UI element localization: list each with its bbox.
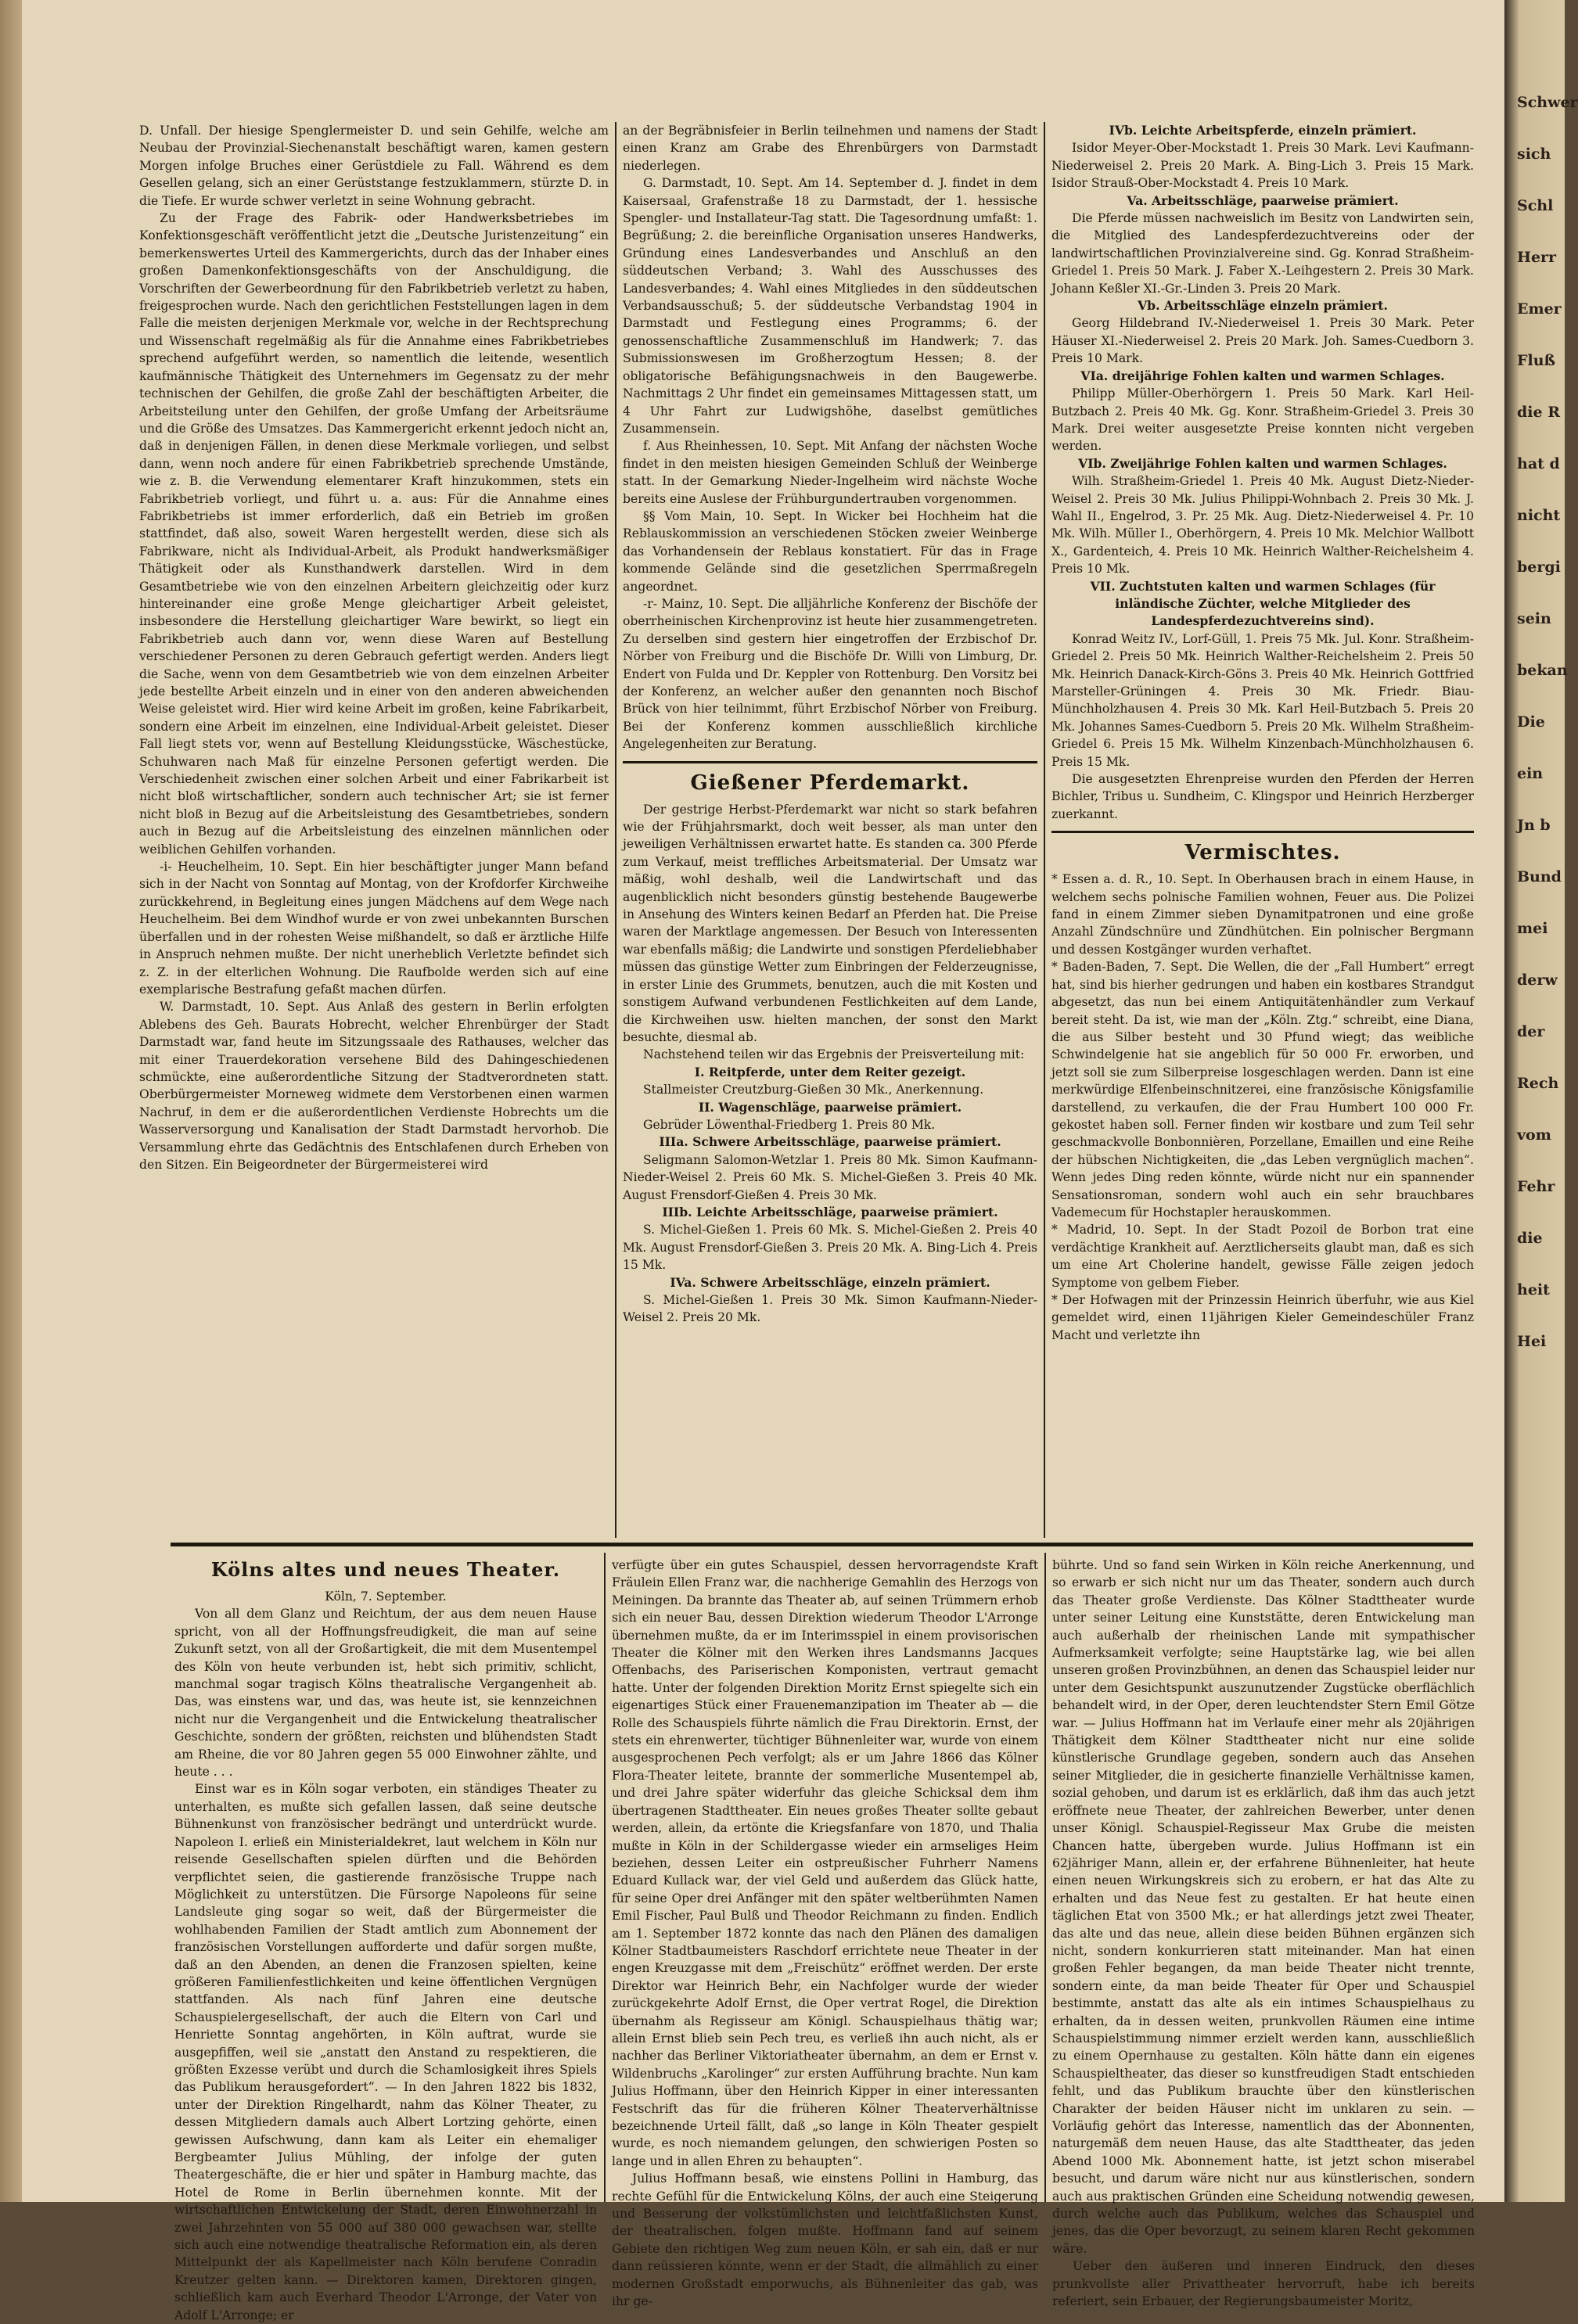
adjacent-page-text-fragment: vom (1517, 1126, 1551, 1144)
prize-category: II. Wagenschläge, paarweise prämiert. (698, 1099, 962, 1115)
adjacent-page-text-fragment: die R (1517, 404, 1560, 421)
pferdemarkt-intro: Der gestrige Herbst-Pferdemarkt war nicht so stark befahren wie der Frühjahrsmarkt, doch weit besser, als man unter den jeweiligen Verhältnissen erwartet hatte. Es standen ca. 300 Pferde zum Verkauf, meist treffliches Arbeitsmaterial. Der Umsatz war mäßig, wohl deshalb, weil die Landwirtschaft und das augenblicklich nicht besonders günstig bestehende Baugewerbe in Ansehung des Winters keinen Bedarf an Pferden hat. Die Preise waren der Marktlage angemessen. Der Besuch von Interessenten war ebenfalls mäßig; die Landwirte und sonstigen Pferdeliebhaber müssen das günstige Wetter zum Einbringen der Felderzeugnisse, in erster Linie des Grummets, benutzen, auch die mit Kosten und sonstigem Aufwand verbundenen Festlichkeiten auf dem Lande, die Kirchweihen usw. hielten manchen, der sonst den Markt besuchte, diesmal ab. (623, 802, 1037, 1044)
column-divider (604, 1553, 606, 2202)
prize-winners: Stallmeister Creutzburg-Gießen 30 Mk., Anerkennung. (643, 1083, 984, 1097)
article-darmstadt-hobrecht: W. Darmstadt, 10. Sept. Aus Anlaß des gestern in Berlin erfolgten Ablebens des Geh. Baurats Hobrecht, welcher Ehrenbürger der Stadt Darmstadt war, fand heute im Sitzungssaale des Rathauses, welcher das mit einer Trauerdekoration versehene Bild des Dahingeschiedenen schmückte, eine außerordentliche Sitzung der Stadtverordneten statt. Oberbürgermeister Morneweg widmete dem Verstorbenen einen warmen Nachruf, in dem er die außerordentlichen Verdienste Hobrechts um die Wasserversorgung und Kanalisation der Stadt Darmstadt hervorhob. Die Versammlung ehrte das Gedächtnis des Entschlafenen durch Erheben von den Sitzen. Ein Beigeordneter der Bürgermeisterei wird (139, 1000, 609, 1172)
adjacent-page-text-fragment: Schwer (1517, 94, 1578, 111)
prize-category: IIIa. Schwere Arbeitsschläge, paarweise prämiert. (659, 1134, 1001, 1150)
prize-list (623, 1064, 1037, 1327)
column-top-middle (623, 122, 1037, 1534)
column-divider (1044, 1553, 1046, 2202)
prize-category: I. Reitpferde, unter dem Reiter gezeigt. (694, 1064, 966, 1079)
theater-dateline: Köln, 7. September. (325, 1589, 447, 1604)
prize-winners: S. Michel-Gießen 1. Preis 60 Mk. S. Michel-Gießen 2. Preis 40 Mk. August Frensdorf-Gießen 3. Preis 20 Mk. A. Bing-Lich 4. Preis 15 Mk. (623, 1223, 1037, 1273)
adjacent-page-text-fragment: mei (1517, 920, 1548, 937)
adjacent-page-text-fragment: Schl (1517, 197, 1554, 214)
article-begraebnis: an der Begräbnisfeier in Berlin teilnehmen und namens der Stadt einen Kranz am Grabe des Ehrenbürgers von Darmstadt niederlegen. (623, 124, 1037, 173)
theater-paragraph: Einst war es in Köln sogar verboten, ein ständiges Theater zu unterhalten, es mußte sich gefallen lassen, daß seine deutsche Bühnenkunst von französischer bedrängt und unterdrückt wurde. Napoleon I. erließ ein Ministerialdekret, laut welchem in Köln nur reisende Gesellschaften spielen dürften und die Behörden verpflichtet seien, die gastierende französische Truppe nach Möglichkeit zu unterstützen. Die Fürsorge Napoleons für seine Landsleute ging sogar so weit, daß der Bürgermeister die wohlhabenden Familien der Stadt amtlich zum Abonnement der französischen Vorstellungen aufforderte und dafür sorgen mußte, daß an den Abenden, an denen die Franzosen spielten, keine größeren Familienfestlichkeiten und keine öffentlichen Vergnügen stattfanden. Als nach fünf Jahren eine deutsche Schauspielergesellschaft, der auch die Eltern von Carl und Henriette Sonntag angehörten, in Köln auftrat, wurde sie ausgepfiffen, weil sie „anstatt den Anstand zu respektieren, die größten Exzesse verübt und durch die Schamlosigkeit ihres Spiels das Publikum herausgefordert“. — In den Jahren 1822 bis 1832, unter der Direktion Ringelhardt, nahm das Kölner Theater, zu dessen Mitgliedern damals auch Albert Lortzing gehörte, einen gewissen Aufschwung, dann kam als Leiter ein ehemaliger Bergbeamter Julius Mühling, der infolge der guten Theatergeschäfte, die er hier und später in Hamburg machte, das Hotel de Rome in Berlin übernehmen konnte. Mit der wirtschaftlichen Entwickelung der Stadt, deren Einwohnerzahl in zwei Jahrzehnten von 55 000 auf 380 000 gewachsen war, stellte sich auch eine notwendige theatralische Reformation ein, als deren Mittelpunkt der als Kapellmeister nach Köln berufene Conradin Kreutzer gelten kann. — Direktoren kamen, Direktoren gingen, schließlich kam auch Everhard Theodor L'Arronge, der Vater von Adolf L'Arronge; er (174, 1782, 597, 2322)
prize-category: IVb. Leichte Arbeitspferde, einzeln prämiert. (1109, 123, 1417, 138)
theater-paragraph: bührte. Und so fand sein Wirken in Köln reiche Anerkennung, und so erwarb er sich nicht nur um das Theater, sondern auch durch das Theater große Verdienste. Das Kölner Stadttheater wurde unter seiner Leitung eine Kunststätte, deren Entwickelung man auch außerhalb der rheinischen Lande mit sympathischer Aufmerksamkeit verfolgte; seine Hauptstärke lag, wie bei allen unseren großen Provinzbühnen, an denen das Schauspiel leider nur unter dem Gesichtspunkt auszunutzender Zugstücke oberflächlich behandelt wird, in der Oper, deren leuchtendster Stern Emil Götze war. — Julius Hoffmann hat im Verlaufe einer mehr als 20jährigen Thätigkeit dem Kölner Stadttheater nicht nur eine solide künstlerische Grundlage gegeben, sondern auch das Ansehen seiner Mitglieder, die in gesicherte finanzielle Verhältnisse kamen, sozial gehoben, und darum ist es erklärlich, daß ihm das auch jetzt eröffnete neue Theater, der zahlreichen Bewerber, unter denen unser Königl. Schauspiel-Regisseur Max Grube die meisten Chancen hatte, übergeben wurde. Julius Hoffmann ist ein 62jähriger Mann, allein er, der erfahrene Bühnenleiter, hat heute einen neuen Wirkungskreis sich zu erobern, er hat das Alte zu erhalten und das Neue fest zu gestalten. Er hat heute einen täglichen Etat von 3500 Mk.; er hat allerdings jetzt zwei Theater, das alte und das neue, allein diese beiden Bühnen ergänzen sich nicht, sondern konkurrieren statt miteinander. Man hat einen großen Fehler begangen, da man beide Theater nicht trennte, sondern einte, da man beide Theater für Oper und Schauspiel bestimmte, anstatt das alte als ein intimes Schauspielhaus zu erhalten, da in dessen weiten, prunkvollen Räumen eine intime Schauspielstimmung nimmer erzielt werden kann, ausschließlich zu einem Opernhause zu gestalten. Köln hätte dann ein eigenes Schauspieltheater, das dieser so kunstfreudigen Stadt entschieden fehlt, und das Publikum brauchte über den künstlerischen Charakter der beiden Häuser nicht im unklaren zu sein. — Vorläufig gehört das Interesse, namentlich das der Abonnenten, naturgemäß dem neuen Hause, das alte Stadttheater, das jeden Abend 1000 Mk. Abonnement hatte, ist jetzt schon miserabel besucht, und darum wäre nicht nur aus künstlerischen, sondern auch aus praktischen Gründen eine Scheidung notwendig gewesen, durch welche auch das Publikum, welches das Schauspiel und jenes, das die Oper bevorzugt, zu seinem klaren Recht gekommen wäre. (1052, 1558, 1475, 2256)
prize-winners: S. Michel-Gießen 1. Preis 30 Mk. Simon Kaufmann-Nieder-Weisel 2. Preis 20 Mk. (623, 1293, 1037, 1325)
prize-winners: Georg Hildebrand IV.-Niederweisel 1. Preis 30 Mark. Peter Häuser XI.-Niederweisel 2. Preis 20 Mark. Joh. Sames-Cuedborn 3. Preis 10 Mark. (1051, 316, 1474, 366)
section-rule (1051, 831, 1474, 833)
prize-category: Va. Arbeitsschläge, paarweise prämiert. (1127, 192, 1399, 208)
adjacent-page-text-fragment: bergi (1517, 559, 1561, 576)
prize-category: VIb. Zweijährige Fohlen kalten und warmen Schlages. (1078, 455, 1447, 471)
section-rule (623, 761, 1037, 763)
prize-category: VII. Zuchtstuten kalten und warmen Schlages (für inländische Züchter, welche Mitglieder des Landespferdezuchtvereins sind). (1090, 578, 1436, 629)
adjacent-page-text-fragment: Herr (1517, 249, 1557, 266)
adjacent-page-text-fragment: Fluß (1517, 352, 1555, 369)
article-spengler-tag: G. Darmstadt, 10. Sept. Am 14. September d. J. findet in dem Kaisersaal, Grafenstraße 18 zu Darmstadt, der 1. hessische Spengler- und Installateur-Tag statt. Die Tagesordnung umfaßt: 1. Begrüßung; 2. die bereinfliche Organisation unseres Handwerks, Gründung eines Landesverbandes und Anschluß an den süddeutschen Verband; 3. Wahl des Ausschusses des Landesverbandes; 4. Wahl eines Mitgliedes in den süddeutschen Verbandsausschuß; 5. der süddeutsche Verbandstag 1904 in Darmstadt und Festlegung eines Programms; 6. der genossenschaftliche Zusammenschluß im Handwerk; 7. das Submissionswesen im Großherzogtum Hessen; 8. der obligatorische Befähigungsnachweis in den Baugewerbe. Nachmittags 2 Uhr findet ein gemeinsames Mittagessen statt, um 4 Uhr Fahrt zur Ludwigshöhe, daselbst gemütliches Zusammensein. (623, 176, 1037, 436)
adjacent-page-text-fragment: Bund (1517, 868, 1562, 885)
adjacent-page-text-fragment: ein (1517, 765, 1544, 782)
adjacent-page-text-fragment: hat d (1517, 455, 1560, 472)
theater-column-3 (1052, 1557, 1475, 2309)
adjacent-page-text-fragment: sein (1517, 610, 1551, 627)
article-vom-main: §§ Vom Main, 10. Sept. In Wicker bei Hochheim hat die Reblauskommission an verschiedenen Stöcken zweier Weinberge das Vorhandensein der Reblaus konstatiert. Für das in Frage kommende Gelände sind die gesetzlichen Sperrmaßregeln angeordnet. (623, 508, 1037, 594)
pferdemarkt-heading: Gießener Pferdemarkt. (690, 770, 970, 795)
adjacent-page-text-fragment: heit (1517, 1281, 1550, 1298)
article-heuchelheim: -i- Heuchelheim, 10. Sept. Ein hier beschäftigter junger Mann befand sich in der Nacht von Sonntag auf Montag, von der Krofdorfer Kirchweihe zurückkehrend, in Begleitung eines jungen Mädchens auf dem Wege nach Heuchelheim. Bei dem Windhof wurde er von zwei unbekannten Burschen überfallen und in der rohesten Weise mißhandelt, so daß er ärztliche Hilfe in Anspruch nehmen mußte. Der nicht unerheblich Verletzte befindet sich z. Z. in der elterlichen Wohnung. Die Raufbolde werden sich auf eine exemplarische Bestrafung gefaßt machen dürfen. (139, 860, 609, 997)
feuilleton-divider (171, 1543, 1473, 1546)
prize-category: VIa. dreijährige Fohlen kalten und warmen Schlages. (1080, 368, 1445, 383)
theater-paragraph: Von all dem Glanz und Reichtum, der aus dem neuen Hause spricht, von all der Hoffnungsfreudigkeit, die man auf seine Zukunft setzt, von all der Großartigkeit, die mit dem Musentempel des Köln von heute verbunden ist, hebt sich primitiv, schlicht, manchmal sogar tragisch Kölns theatralische Vergangenheit ab. Das, was einstens war, und das, was heute ist, sie kennzeichnen nicht nur die Vergangenheit und die Entwickelung theatralischer Geschichte, sondern der größten, reichsten und blühendsten Stadt am Rheine, die vor 80 Jahren gegen 55 000 Einwohner zählte, und heute . . . (174, 1607, 597, 1780)
article-fabrik-handwerk: Zu der Frage des Fabrik- oder Handwerksbetriebes im Konfektionsgeschäft veröffentlicht jetzt die „Deutsche Juristenzeitung“ ein bemerkenswertes Urteil des Kammergerichts, durch das der Inhaber eines großen Damenkonfektionsgeschäfts von der Anschuldigung, die Vorschriften der Gewerbeordnung für den Fabrikbetrieb verletzt zu haben, freigesprochen wurde. Nach den gerichtlichen Feststellungen lagen in dem Falle die meisten derjenigen Merkmale vor, welche in der Rechtsprechung und Wissenschaft regelmäßig als für die Annahme eines Fabrikbetriebes sprechend aufgeführt werden, so namentlich die leitende, wesentlich kaufmännische Thätigkeit des Unternehmers im Gegensatz zu der mehr technischen der Gehilfen, die große Zahl der beschäftigten Arbeiter, die Arbeitsteilung unter den Gehilfen, der große Umfang der Arbeitsräume und die Größe des Umsatzes. Das Kammergericht erkennt jedoch nicht an, daß in denjenigen Fällen, in denen diese Merkmale vorliegen, und selbst dann, wenn noch andere für einen Fabrikbetrieb sprechende Umstände, wie z. B. die Verwendung elementarer Kraft hinzukommen, stets ein Fabrikbetrieb vorliegt, und führt u. a. aus: Für die Annahme eines Fabrikbetriebs ist immer erforderlich, daß ein Betrieb im großen stattfindet, daß also, soweit Waren hergestellt werden, diese sich als Fabrikware, nicht als Individual-Arbeit, als Produkt handwerksmäßiger Thätigkeit oder als Kunsthandwerk darstellen. Wird in dem Gesamtbetriebe wie von den einzelnen Arbeitern gleichzeitig oder kurz hintereinander eine große Menge gleichartiger Arbeit geleistet, insbesondere die Herstellung gleichartiger Ware bewirkt, so liegt ein Fabrikbetrieb auch dann vor, wenn diese Waren auf Bestellung verschiedener Personen zu deren Gebrauch gefertigt werden. Anders liegt die Sache, wenn von dem Gesamtbetrieb wie von dem einzelnen Arbeiter jede bestellte Arbeit einzeln und in einer von den anderen abweichenden Weise geleistet wird. Hier wird keine Arbeit im großen, keine Fabrikarbeit, sondern eine Arbeit im einzelnen, eine Individual-Arbeit geleistet. Dieser Fall liegt stets vor, wenn auf Bestellung Kleidungsstücke, Wäschestücke, Schuhwaren nach Maß für einzelne Personen gefertigt werden. Die Verschiedenheit zwischen einer solchen Arbeit und einer Fabrikarbeit ist nicht bloß wirtschaftlicher, sondern auch technischer Art; sie ist ferner nicht bloß in Bezug auf die Arbeitsleistung des Gesamtbetriebes, sondern auch in Bezug auf die Arbeitsleistung des einzelnen männlichen oder weiblichen Gehilfen vorhanden. (139, 211, 609, 857)
prize-category: IVa. Schwere Arbeitsschläge, einzeln prämiert. (670, 1274, 990, 1290)
theater-paragraph: verfügte über ein gutes Schauspiel, dessen hervorragendste Kraft Fräulein Ellen Franz war, die nachherige Gemahlin des Herzogs von Meiningen. Da brannte das Theater ab, auf seinen Trümmern erhob sich ein neuer Bau, dessen Direktion wiederum Theodor L'Arronge übernehmen mußte, da er im Interimsspiel in einem provisorischen Theater die Kölner mit den Werken ihres Landsmanns Jacques Offenbachs, des Pariserischen Komponisten, vertraut gemacht hatte. Unter der folgenden Direktion Moritz Ernst spiegelte sich ein eigenartiges Stück einer Frauenemanzipation im Theater ab — die Rolle des Schauspiels führte nämlich die Frau Direktorin. Ernst, der stets ein ehrenwerter, tüchtiger Bühnenleiter war, wurde von einem ausgesprochenen Pech verfolgt; als er um Jahre 1866 das Kölner Flora-Theater leitete, brannte der sommerliche Musentempel ab, und drei Jahre später widerfuhr das gleiche Schicksal dem ihm übertragenen Stadttheater. Ein neues großes Theater sollte gebaut werden, allein, da ertönte die Kriegsfanfare von 1870, und Thalia mußte in Köln in der Schildergasse wieder ein armseliges Heim beziehen, dessen Leiter ein ostpreußischer Fuhrherr Namens Eduard Kullack war, der viel Geld und außerdem das Glück hatte, für seine Oper drei Anfänger mit den später weltberühmten Namen Emil Fischer, Paul Bulß und Theodor Reichmann zu finden. Endlich am 1. September 1872 konnte das nach den Plänen des damaligen Kölner Stadtbaumeisters Raschdorf errichtete neue Theater in der engen Kreuzgasse mit dem „Freischütz“ eröffnet werden. Der erste Direktor war Heinrich Behr, ein Nachfolger wurde der wieder zurückgekehrte Adolf Ernst, die Oper vertrat Rogel, die Direktion übernahm als Regisseur am Königl. Schauspielhaus thätig war; allein Ernst blieb sein Pech treu, es verließ ihn auch nicht, als er nachher das Berliner Viktoriatheater übernahm, an dem er Ernst v. Wildenbruchs „Karolinger“ zur ersten Aufführung brachte. Nun kam Julius Hoffmann, über den Heinrich Kipper in einer interessanten Festschrift das für die früheren Kölner Theaterverhältnisse bezeichnende Urteil fällt, daß „so lange in Köln Theater gespielt wurde, es noch niemandem gelungen, den schwierigen Posten so lange und in allen Ehren zu behaupten“. (612, 1558, 1038, 2168)
newspaper-page (22, 0, 1504, 2322)
prize-winners: Die Pferde müssen nachweislich im Besitz von Landwirten sein, die Mitglied des Landespferdezuchtvereins oder der landwirtschaftlichen Provinzialvereine sind. Gg. Konrad Straßheim-Griedel 1. Preis 50 Mark. J. Faber X.-Leihgestern 2. Preis 30 Mark. Johann Keßler XI.-Gr.-Linden 3. Preis 20 Mark. (1051, 211, 1474, 296)
theater-column-2 (612, 1557, 1038, 2309)
adjacent-page-text-fragment: Fehr (1517, 1178, 1555, 1195)
prize-winners: Isidor Meyer-Ober-Mockstadt 1. Preis 30 Mark. Levi Kaufmann-Niederweisel 2. Preis 20 Mark. A. Bing-Lich 3. Preis 15 Mark. Isidor Strauß-Ober-Mockstadt 4. Preis 10 Mark. (1051, 141, 1474, 191)
vermischtes-heading: Vermischtes. (1184, 841, 1341, 865)
theater-heading: Kölns altes und neues Theater. (210, 1558, 561, 1581)
column-top-left (139, 122, 609, 1534)
article-mainz-bischoefe: -r- Mainz, 10. Sept. Die alljährliche Konferenz der Bischöfe der oberrheinischen Kirchenprovinz ist heute hier zusammengetreten. Zu derselben sind gestern hier eingetroffen der Erzbischof Dr. Nörber von Freiburg und die Bischöfe Dr. Willi von Limburg, Dr. Endert von Fulda und Dr. Keppler von Rottenburg. Den Vorsitz bei der Konferenz, an welcher außer den genannten noch Bischof Brück von hier teilnimmt, führt Erzbischof Nörber von Freiburg. Bei der Konferenz kommen ausschließlich kirchliche Angelegenheiten zur Beratung. (623, 596, 1037, 752)
news-item: * Baden-Baden, 7. Sept. Die Wellen, die der „Fall Humbert“ erregt hat, sind bis hierher gedrungen und haben ein kostbares Strandgut abgesetzt, das nun bei einem Antiquitätenhändler zum Verkauf bereit steht. Da ist, wie man der „Köln. Ztg.“ schreibt, eine Diana, die aus Silber besteht und 30 Pfund wiegt; das weibliche Schwindelgenie hat sie angeblich für 50 000 Fr. erworben, und jetzt soll sie zum Silberpreise losgeschlagen werden. Dann ist eine merkwürdige Elfenbeinschnitzerei, eine französische Königsfamilie darstellend, zu verkaufen, die der Frau Humbert 100 000 Fr. gekostet haben soll. Ferner finden wir kostbare und zum Teil sehr geschmackvolle Bonbonnièren, Porzellane, Emaillen und eine Reihe der hübschen Nichtigkeiten, die „das Leben vergnüglich machen“. Wenn jedes Ding reden könnte, würde nicht nur ein spannender Sensationsroman, sondern wohl auch ein sehr brauchbares Vademecum für Hochstapler herauskommen. (1051, 960, 1474, 1219)
prize-winners: Philipp Müller-Oberhörgern 1. Preis 50 Mark. Karl Heil-Butzbach 2. Preis 40 Mk. Gg. Konr. Straßheim-Griedel 3. Preis 30 Mark. Drei weiter ausgesetzte Preise konnten nicht vergeben werden. (1051, 386, 1474, 454)
news-item: * Essen a. d. R., 10. Sept. In Oberhausen brach in einem Hause, in welchem sechs polnische Familien wohnen, Feuer aus. Die Polizei fand in einem Zimmer sieben Dynamitpatronen und eine große Anzahl Zündschnüre und Zündhütchen. Ein polnischer Bergmann und dessen Kostgänger wurden verhaftet. (1051, 872, 1474, 957)
adjacent-page-text-fragment: Die (1517, 713, 1545, 731)
adjacent-page-text-fragment: die (1517, 1230, 1543, 1247)
adjacent-page-text-fragment: Hei (1517, 1333, 1547, 1350)
adjacent-page-text-fragment: Emer (1517, 300, 1562, 318)
prize-winners: Seligmann Salomon-Wetzlar 1. Preis 80 Mk. Simon Kaufmann-Nieder-Weisel 2. Preis 60 Mk. S. Michel-Gießen 3. Preis 40 Mk. August Frensdorf-Gießen 4. Preis 30 Mk. (623, 1152, 1037, 1202)
article-unfall: D. Unfall. Der hiesige Spenglermeister D. und sein Gehilfe, welche am Neubau der Provinzial-Siechenanstalt beschäftigt waren, kamen gestern Morgen infolge Bruches einer Gerüstdiele zu Fall. Während es dem Gesellen gelang, sich an einer Gerüststange festzuklammern, stürzte D. in die Tiefe. Er wurde schwer verletzt in seine Wohnung gebracht. (139, 124, 609, 208)
theater-paragraph: Julius Hoffmann besaß, wie einstens Pollini in Hamburg, das rechte Gefühl für die Entwickelung Kölns, der auch eine Steigerung und Besserung der volkstümlichsten und leichtfaßlichsten Kunst, der theatralischen, folgen mußte. Hoffmann fand auf seinem Gebiete den richtigen Weg zum neuen Köln, er sah ein, daß er nur dann reüssieren könnte, wenn er der Stadt, die allmählich zu einer modernen Großstadt emporwuchs, als Bühnenleiter das gab, was ihr ge- (612, 2171, 1038, 2309)
adjacent-page-text-fragment: der (1517, 1023, 1545, 1040)
prize-winners: Konrad Weitz IV., Lorf-Güll, 1. Preis 75 Mk. Jul. Konr. Straßheim-Griedel 2. Preis 50 Mk. Heinrich Walther-Reichelsheim 2. Preis 50 Mk. Heinrich Danack-Kirch-Göns 3. Preis 40 Mk. Heinrich Gottfried Marsteller-Grüningen 4. Preis 30 Mk. Friedr. Biau-Münchholzhausen 4. Preis 30 Mk. Karl Heil-Butzbach 5. Preis 20 Mk. Johannes Sames-Cuedborn 5. Preis 20 Mk. Wilhelm Straßheim-Griedel 6. Preis 15 Mk. Wilhelm Kinzenbach-Münchholzhausen 6. Preis 15 Mk. (1051, 631, 1474, 769)
prize-winners: Die ausgesetzten Ehrenpreise wurden den Pferden der Herren Bichler, Tribus u. Sundheim, C. Klingspor und Heinrich Herzberger zuerkannt. (1051, 772, 1474, 821)
adjacent-page-text-fragment: bekan (1517, 662, 1568, 679)
news-item: * Der Hofwagen mit der Prinzessin Heinrich überfuhr, wie aus Kiel gemeldet wird, einen 11jährigen Kieler Gemeindeschüler Franz Macht und verletzte ihn (1051, 1293, 1474, 1342)
adjacent-page-text-fragment: Jn b (1517, 817, 1551, 834)
column-divider (1044, 122, 1045, 1538)
column-top-right (1051, 122, 1474, 1534)
adjacent-page-text-fragment: sich (1517, 145, 1551, 163)
pferdemarkt-intro2: Nachstehend teilen wir das Ergebnis der Preisverteilung mit: (643, 1047, 1025, 1062)
adjacent-page-text-fragment: Rech (1517, 1075, 1559, 1092)
theater-column-1 (174, 1557, 597, 2322)
prize-list-continued (1051, 122, 1474, 823)
adjacent-page-text-fragment: derw (1517, 972, 1558, 989)
prize-winners: Gebrüder Löwenthal-Friedberg 1. Preis 80 Mk. (643, 1117, 936, 1132)
news-item: * Madrid, 10. Sept. In der Stadt Pozoil de Borbon trat eine verdächtige Krankheit auf. Aerztlicherseits glaubt man, daß es sich um eine Art Cholerine handelt, gewisse Fälle zeigen jedoch Symptome von gelbem Fieber. (1051, 1223, 1474, 1290)
theater-paragraph: Ueber den äußeren und inneren Eindruck, den dieses prunkvollste aller Privattheater hervorruft, habe ich bereits referiert, sein Erbauer, der Regierungsbaumeister Moritz, (1052, 2259, 1475, 2309)
adjacent-page-text-fragment: nicht (1517, 507, 1561, 524)
column-divider (615, 122, 616, 1538)
prize-winners: Wilh. Straßheim-Griedel 1. Preis 40 Mk. August Dietz-Nieder-Weisel 2. Preis 30 Mk. Julius Philippi-Wohnbach 2. Preis 30 Mk. J. Wahl II., Engelrod, 3. Pr. 25 Mk. Aug. Dietz-Niederweisel 4. Pr. 10 Mk. Wilh. Müller I., Oberhörgern, 4. Preis 10 Mk. Melchior Wallbott X., Gardenteich, 4. Preis 10 Mk. Heinrich Walther-Reichelsheim 4. Preis 10 Mk. (1051, 474, 1474, 577)
prize-category: Vb. Arbeitsschläge einzeln prämiert. (1138, 298, 1388, 314)
prize-category: IIIb. Leichte Arbeitsschläge, paarweise prämiert. (662, 1204, 998, 1219)
adjacent-page-edge (1504, 0, 1578, 2202)
article-rheinhessen: f. Aus Rheinhessen, 10. Sept. Mit Anfang der nächsten Woche findet in den meisten hiesigen Gemeinden Schluß der Weinberge statt. In der Gemarkung Nieder-Ingelheim wird nächste Woche bereits eine Auslese der Frühburgundertrauben vorgenommen. (623, 439, 1037, 506)
